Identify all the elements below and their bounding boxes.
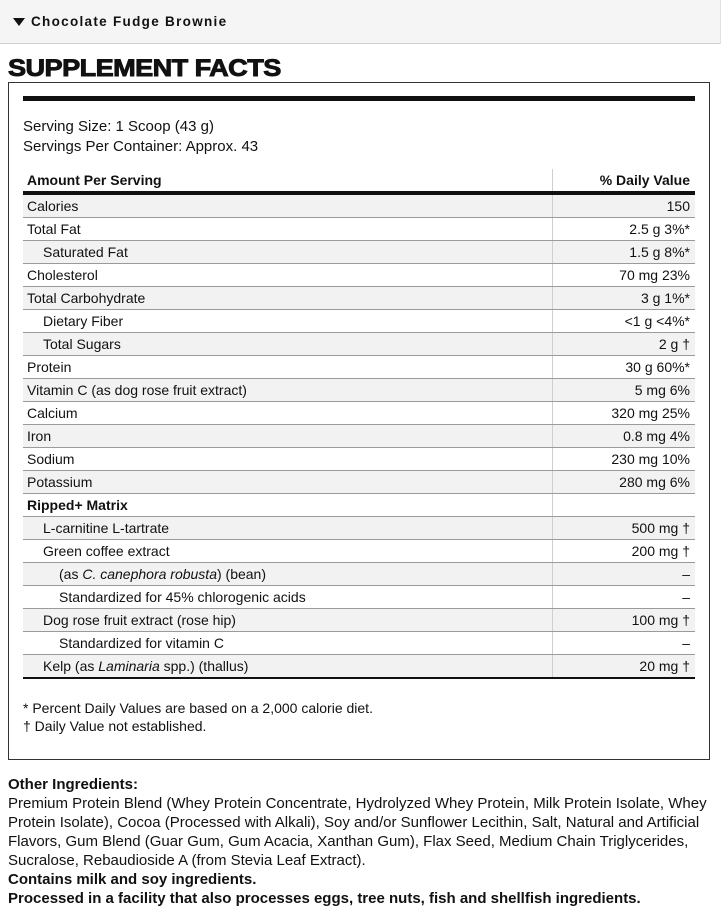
nutrient-name: L-carnitine L-tartrate [23, 517, 553, 540]
name-prefix: (as [59, 566, 83, 582]
blend-name: Ripped+ Matrix [23, 494, 553, 517]
table-row [23, 241, 695, 264]
table-row [23, 517, 695, 540]
name-suffix: spp.) (thallus) [159, 658, 249, 674]
daily-value-footnote: * Percent Daily Values are based on a 2,000 calorie diet. [23, 700, 373, 716]
servings-per-container: Servings Per Container: Approx. 43 [23, 138, 259, 155]
table-row [23, 425, 695, 448]
other-ingredients [8, 775, 713, 908]
nutrient-value: – [553, 563, 696, 586]
nutrient-name: Standardized for 45% chlorogenic acids [23, 586, 553, 609]
nutrient-name: Saturated Fat [23, 241, 553, 264]
other-ingredients-heading: Other Ingredients: [8, 776, 139, 793]
nutrient-name: Total Sugars [23, 333, 553, 356]
nutrient-value: 150 [553, 193, 696, 218]
table-row [23, 333, 695, 356]
table-row [23, 471, 695, 494]
nutrient-name: Calories [23, 193, 553, 218]
nutrient-value: 100 mg † [553, 609, 696, 632]
nutrient-value: 200 mg † [553, 540, 696, 563]
table-row [23, 586, 695, 609]
table-row [23, 540, 695, 563]
facts-table [23, 169, 695, 679]
nutrient-value: – [553, 586, 696, 609]
table-row [23, 310, 695, 333]
table-row [23, 402, 695, 425]
table-row [23, 609, 695, 632]
nutrient-value: 0.8 mg 4% [553, 425, 696, 448]
name-italic: Laminaria [98, 658, 160, 674]
nutrient-value: 2 g † [553, 333, 696, 356]
table-row [23, 448, 695, 471]
nutrient-value: 5 mg 6% [553, 379, 696, 402]
nutrient-name: Calcium [23, 402, 553, 425]
facility-statement: Processed in a facility that also processes eggs, tree nuts, fish and shellfish ingredients. [8, 890, 641, 907]
name-italic: C. canephora robusta [82, 566, 217, 582]
nutrient-name: Total Fat [23, 218, 553, 241]
table-header-row [23, 169, 695, 193]
nutrient-name: Vitamin C (as dog rose fruit extract) [23, 379, 553, 402]
thick-rule [23, 96, 695, 101]
nutrient-name: Dietary Fiber [23, 310, 553, 333]
caret-down-icon[interactable] [13, 18, 25, 26]
serving-size: Serving Size: 1 Scoop (43 g) [23, 118, 214, 135]
nutrient-name: Potassium [23, 471, 553, 494]
flavor-accordion [0, 0, 721, 44]
nutrient-value: 1.5 g 8%* [553, 241, 696, 264]
nutrient-value: 70 mg 23% [553, 264, 696, 287]
table-row [23, 563, 695, 586]
table-row [23, 379, 695, 402]
supplement-facts-title: SUPPLEMENT FACTS [8, 55, 281, 82]
nutrient-value [553, 494, 696, 517]
nutrient-value: 3 g 1%* [553, 287, 696, 310]
table-row [23, 632, 695, 655]
flavor-label[interactable]: Chocolate Fudge Brownie [31, 14, 228, 29]
table-row [23, 494, 695, 517]
nutrient-value: 280 mg 6% [553, 471, 696, 494]
nutrient-name [23, 655, 553, 679]
nutrient-value: 20 mg † [553, 655, 696, 679]
nutrient-value: – [553, 632, 696, 655]
nutrient-value: <1 g <4%* [553, 310, 696, 333]
other-ingredients-text: Premium Protein Blend (Whey Protein Concentrate, Hydrolyzed Whey Protein, Milk Protein Isolate, Whey Protein Isolate), Cocoa (Processed with Alkali), Soy and/or Sunflower Lecithin, Salt, Natural and Artificial Flavors, Gum Blend (Guar Gum, Gum Acacia, Xanthan Gum), Flax Seed, Medium Chain Triglycerides, Sucralose, Rebaudioside A (from Stevia Leaf Extract). [8, 795, 707, 869]
supplement-facts-panel [8, 82, 710, 760]
name-prefix: Kelp (as [43, 658, 99, 674]
header-daily-value: % Daily Value [553, 169, 696, 193]
nutrient-name: Total Carbohydrate [23, 287, 553, 310]
nutrient-name: Cholesterol [23, 264, 553, 287]
nutrient-name: Standardized for vitamin C [23, 632, 553, 655]
nutrient-name [23, 563, 553, 586]
name-suffix: ) (bean) [216, 566, 267, 582]
nutrient-name: Green coffee extract [23, 540, 553, 563]
nutrient-value: 230 mg 10% [553, 448, 696, 471]
nutrient-value: 320 mg 25% [553, 402, 696, 425]
table-row [23, 218, 695, 241]
nutrient-value: 30 g 60%* [553, 356, 696, 379]
dagger-footnote: † Daily Value not established. [23, 718, 207, 734]
table-row [23, 655, 695, 679]
header-amount-per-serving: Amount Per Serving [23, 169, 553, 193]
table-row [23, 356, 695, 379]
nutrient-name: Sodium [23, 448, 553, 471]
allergen-statement: Contains milk and soy ingredients. [8, 871, 257, 888]
table-row [23, 264, 695, 287]
table-row [23, 287, 695, 310]
nutrient-name: Dog rose fruit extract (rose hip) [23, 609, 553, 632]
nutrient-value: 2.5 g 3%* [553, 218, 696, 241]
footnotes [23, 699, 373, 735]
nutrient-name: Protein [23, 356, 553, 379]
nutrient-name: Iron [23, 425, 553, 448]
nutrient-value: 500 mg † [553, 517, 696, 540]
serving-info [23, 117, 258, 157]
flavor-toggle[interactable] [13, 14, 227, 29]
table-row [23, 193, 695, 218]
